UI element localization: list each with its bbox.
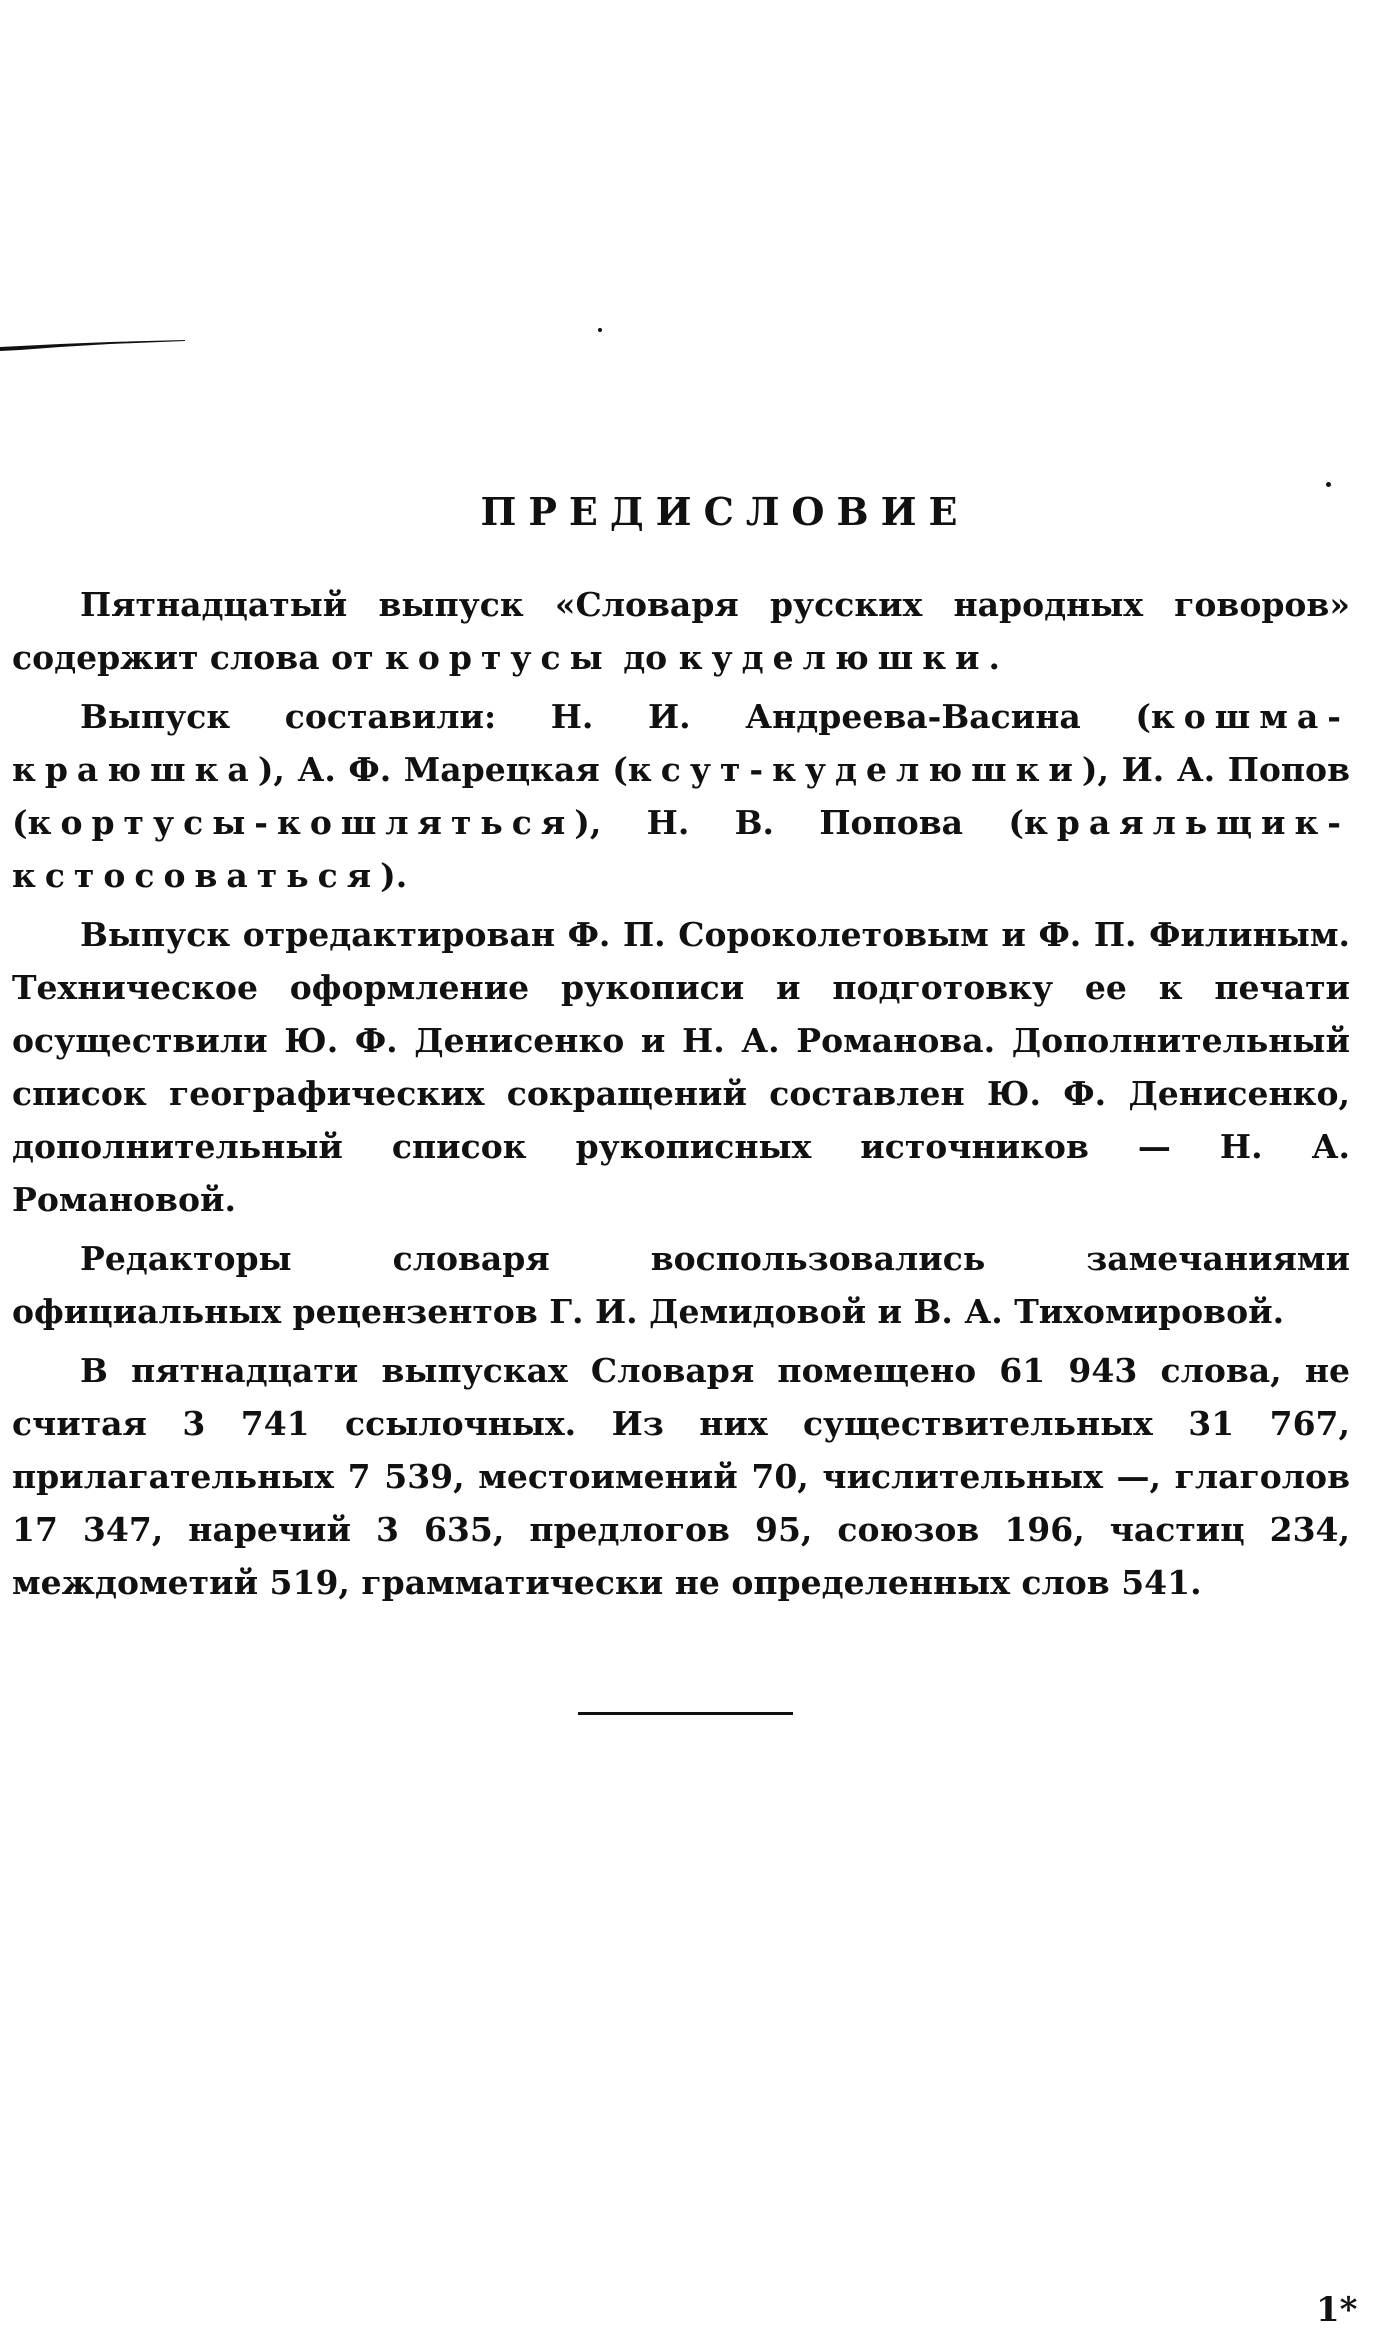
- paragraph-text: ).: [380, 856, 408, 895]
- section-divider: [578, 1712, 793, 1715]
- page-marker: 1*: [1316, 2290, 1358, 2330]
- word-range: ксут-куделюшки: [627, 750, 1082, 789]
- first-word: кортусы: [385, 638, 612, 677]
- word-range: кортусы-кошляться: [27, 803, 575, 842]
- paragraph-text: ), Н. В. Попова (: [574, 803, 1024, 842]
- scan-speck: [1326, 482, 1331, 487]
- paragraph-text: ), А. Ф. Марецкая (: [257, 750, 628, 789]
- paragraph-editors: Выпуск отредактирован Ф. П. Сороколетовым и Ф. П. Филиным. Техническое оформление рукописи и подготовку ее к печати осуществили Ю. Ф. Денисенко и Н. А. Романова. Дополнительный список географических сокращений составлен Ю. Ф. Денисенко, дополнительный список рукописных источников — Н. А. Романовой.: [12, 915, 1350, 1219]
- paragraph-contents: [12, 578, 1350, 684]
- paragraph-text: ), И. А. Попов (: [12, 750, 1350, 842]
- last-word: куделюшки: [678, 638, 989, 677]
- paragraph-reviewers: Редакторы словаря воспользовались замечаниями официальных рецензентов Г. И. Демидовой и В. А. Тихомировой.: [12, 1239, 1350, 1331]
- paragraph-text: Выпуск составили: Н. И. Андреева-Васина (: [80, 697, 1151, 736]
- word-range: краяльщик-кстосоваться: [12, 803, 1350, 895]
- page-title: ПРЕДИСЛОВИЕ: [480, 489, 970, 534]
- paragraph-compilers: [12, 690, 1350, 902]
- paragraph-text: до: [611, 638, 679, 677]
- paragraph-text: .: [988, 638, 1001, 677]
- paragraph-text: Пятнадцатый выпуск «Словаря русских народных говоров» содержит слова от: [12, 585, 1350, 677]
- paragraph-statistics: В пятнадцати выпусках Словаря помещено 61 943 слова, не считая 3 741 ссылочных. Из них существительных 31 767, прилагательных 7 539, местоимений 70, числительных —, глаголов 17 347, наречий 3 635, предлогов 95, союзов 196, частиц 234, междометий 519, грамматически не определенных слов 541.: [12, 1351, 1350, 1602]
- scan-speck: [598, 328, 602, 332]
- scan-artifact-stroke: [0, 338, 185, 352]
- preface-body: [12, 578, 1350, 1615]
- word-range: кошма-краюшка: [12, 697, 1350, 789]
